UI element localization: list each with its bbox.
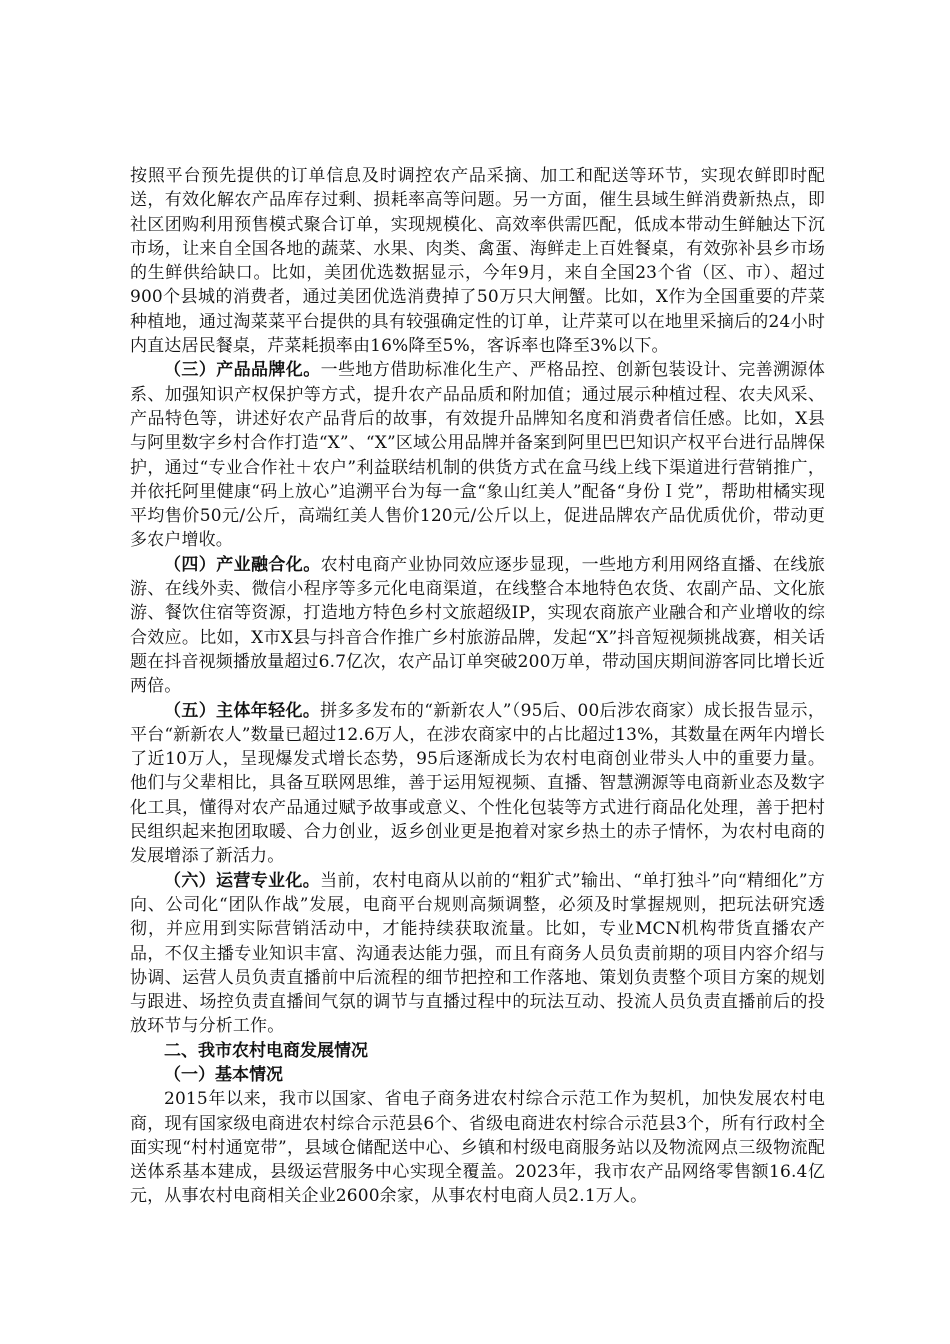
paragraph-basic-situation: 2015年以来，我市以国家、省电子商务进农村综合示范工作为契机，加快发展农村电商，现有国家级电商进农村综合示范县6个、省级电商进农村综合示范县3个，所有行政村全面实现“村村通宽带”，县域仓储配送中心、乡镇和村级电商服务站以及物流网点三级物流配送体系基本建成，县级运营服务中心实现全覆盖。2023年，我市农产品网络零售额16.4亿元，从事农村电商相关企业2600余家，从事农村电商人员2.1万人。 [130,1089,825,1207]
heading-industry-integration: （四）产业融合化。 [164,554,321,575]
text-professional-operation: 当前，农村电商从以前的“粗犷式”输出、“单打独斗”向“精细化”方向、公司化“团队作战”发展，电商平台规则高频调整，必须及时掌握规则，把玩法研究透彻，并应用到实际营销活动中，才能持续获取流量。比如，专业MCN机构带货直播农产品，不仅主播专业知识丰富、沟通表达能力强，而且有商务人员负责前期的项目内容介绍与协调、运营人员负责直播前中后流程的细节把控和工作落地、策划负责整个项目方案的规划与跟进、场控负责直播间气氛的调节与直播过程中的玩法互动、投流人员负责直播前后的投放环节与分析工作。 [130,870,825,1037]
document-page [130,164,825,1209]
paragraph-professional-operation [130,869,825,1039]
paragraph-product-branding [130,358,825,552]
paragraph-fresh-delivery: 按照平台预先提供的订单信息及时调控农产品采摘、加工和配送等环节，实现农鲜即时配送，有效化解农产品库存过剩、损耗率高等问题。另一方面，催生县域生鲜消费新热点，即社区团购利用预售模式聚合订单，实现规模化、高效率供需匹配，低成本带动生鲜触达下沉市场，让来自全国各地的蔬菜、水果、肉类、禽蛋、海鲜走上百姓餐桌，有效弥补县乡市场的生鲜供给缺口。比如，美团优选数据显示，今年9月，来自全国23个省（区、市）、超过900个县城的消费者，通过美团优选消费掉了50万只大闸蟹。比如，X作为全国重要的芹菜种植地，通过淘菜菜平台提供的具有较强确定性的订单，让芹菜可以在地里采摘后的24小时内直达居民餐桌，芹菜耗损率由16%降至5%，客诉率也降至3%以下。 [130,166,825,357]
subsection-title-basic-situation: （一）基本情况 [164,1064,283,1085]
heading-younger-entrepreneurs: （五）主体年轻化。 [164,700,321,721]
paragraph-younger-entrepreneurs [130,699,825,869]
text-industry-integration: 农村电商产业协同效应逐步显现，一些地方利用网络直播、在线旅游、在线外卖、微信小程序等多元化电商渠道，在线整合本地特色农货、农副产品、文化旅游、餐饮住宿等资源，打造地方特色乡村文旅超级IP，实现农商旅产业融合和产业增收的综合效应。比如，X市X县与抖音合作推广乡村旅游品牌，发起“X”抖音短视频挑战赛，相关话题在抖音视频播放量超过6.7亿次，农产品订单突破200万单，带动国庆期间游客同比增长近两倍。 [130,554,825,697]
text-younger-entrepreneurs: 拼多多发布的“新新农人”（95后、00后涉农商家）成长报告显示，平台“新新农人”数量已超过12.6万人，在涉农商家中的占比超过13%，其数量在两年内增长了近10万人，呈现爆发式增长态势，95后逐渐成长为农村电商创业带头人中的重要力量。他们与父辈相比，具备互联网思维，善于运用短视频、直播、智慧溯源等电商新业态及数字化工具，懂得对农产品通过赋予故事或意义、个性化包装等方式进行商品化处理，善于把村民组织起来抱团取暖、合力创业，返乡创业更是抱着对家乡热土的赤子情怀，为农村电商的发展增添了新活力。 [130,700,825,867]
paragraph-industry-integration [130,553,825,699]
heading-product-branding: （三）产品品牌化。 [164,360,321,381]
section-title-city-development: 二、我市农村电商发展情况 [164,1040,368,1061]
heading-professional-operation: （六）运营专业化。 [164,870,321,891]
text-product-branding: 一些地方借助标准化生产、严格品控、创新包装设计、完善溯源体系、加强知识产权保护等方式，提升农产品品质和附加值；通过展示种植过程、农夫风采、产品特色等，讲述好农产品背后的故事，有效提升品牌知名度和消费者信任感。比如，X县与阿里数字乡村合作打造“X”、“X”区域公用品牌并备案到阿里巴巴知识产权平台进行品牌保护，通过“专业合作社＋农户”利益联结机制的供货方式在盒马线上线下渠道进行营销推广，并依托阿里健康“码上放心”追溯平台为每一盒“象山红美人”配备“身份Ｉ党”，帮助柑橘实现平均售价50元/公斤，高端红美人售价120元/公斤以上，促进品牌农产品优质优价，带动更多农户增收。 [130,360,825,551]
